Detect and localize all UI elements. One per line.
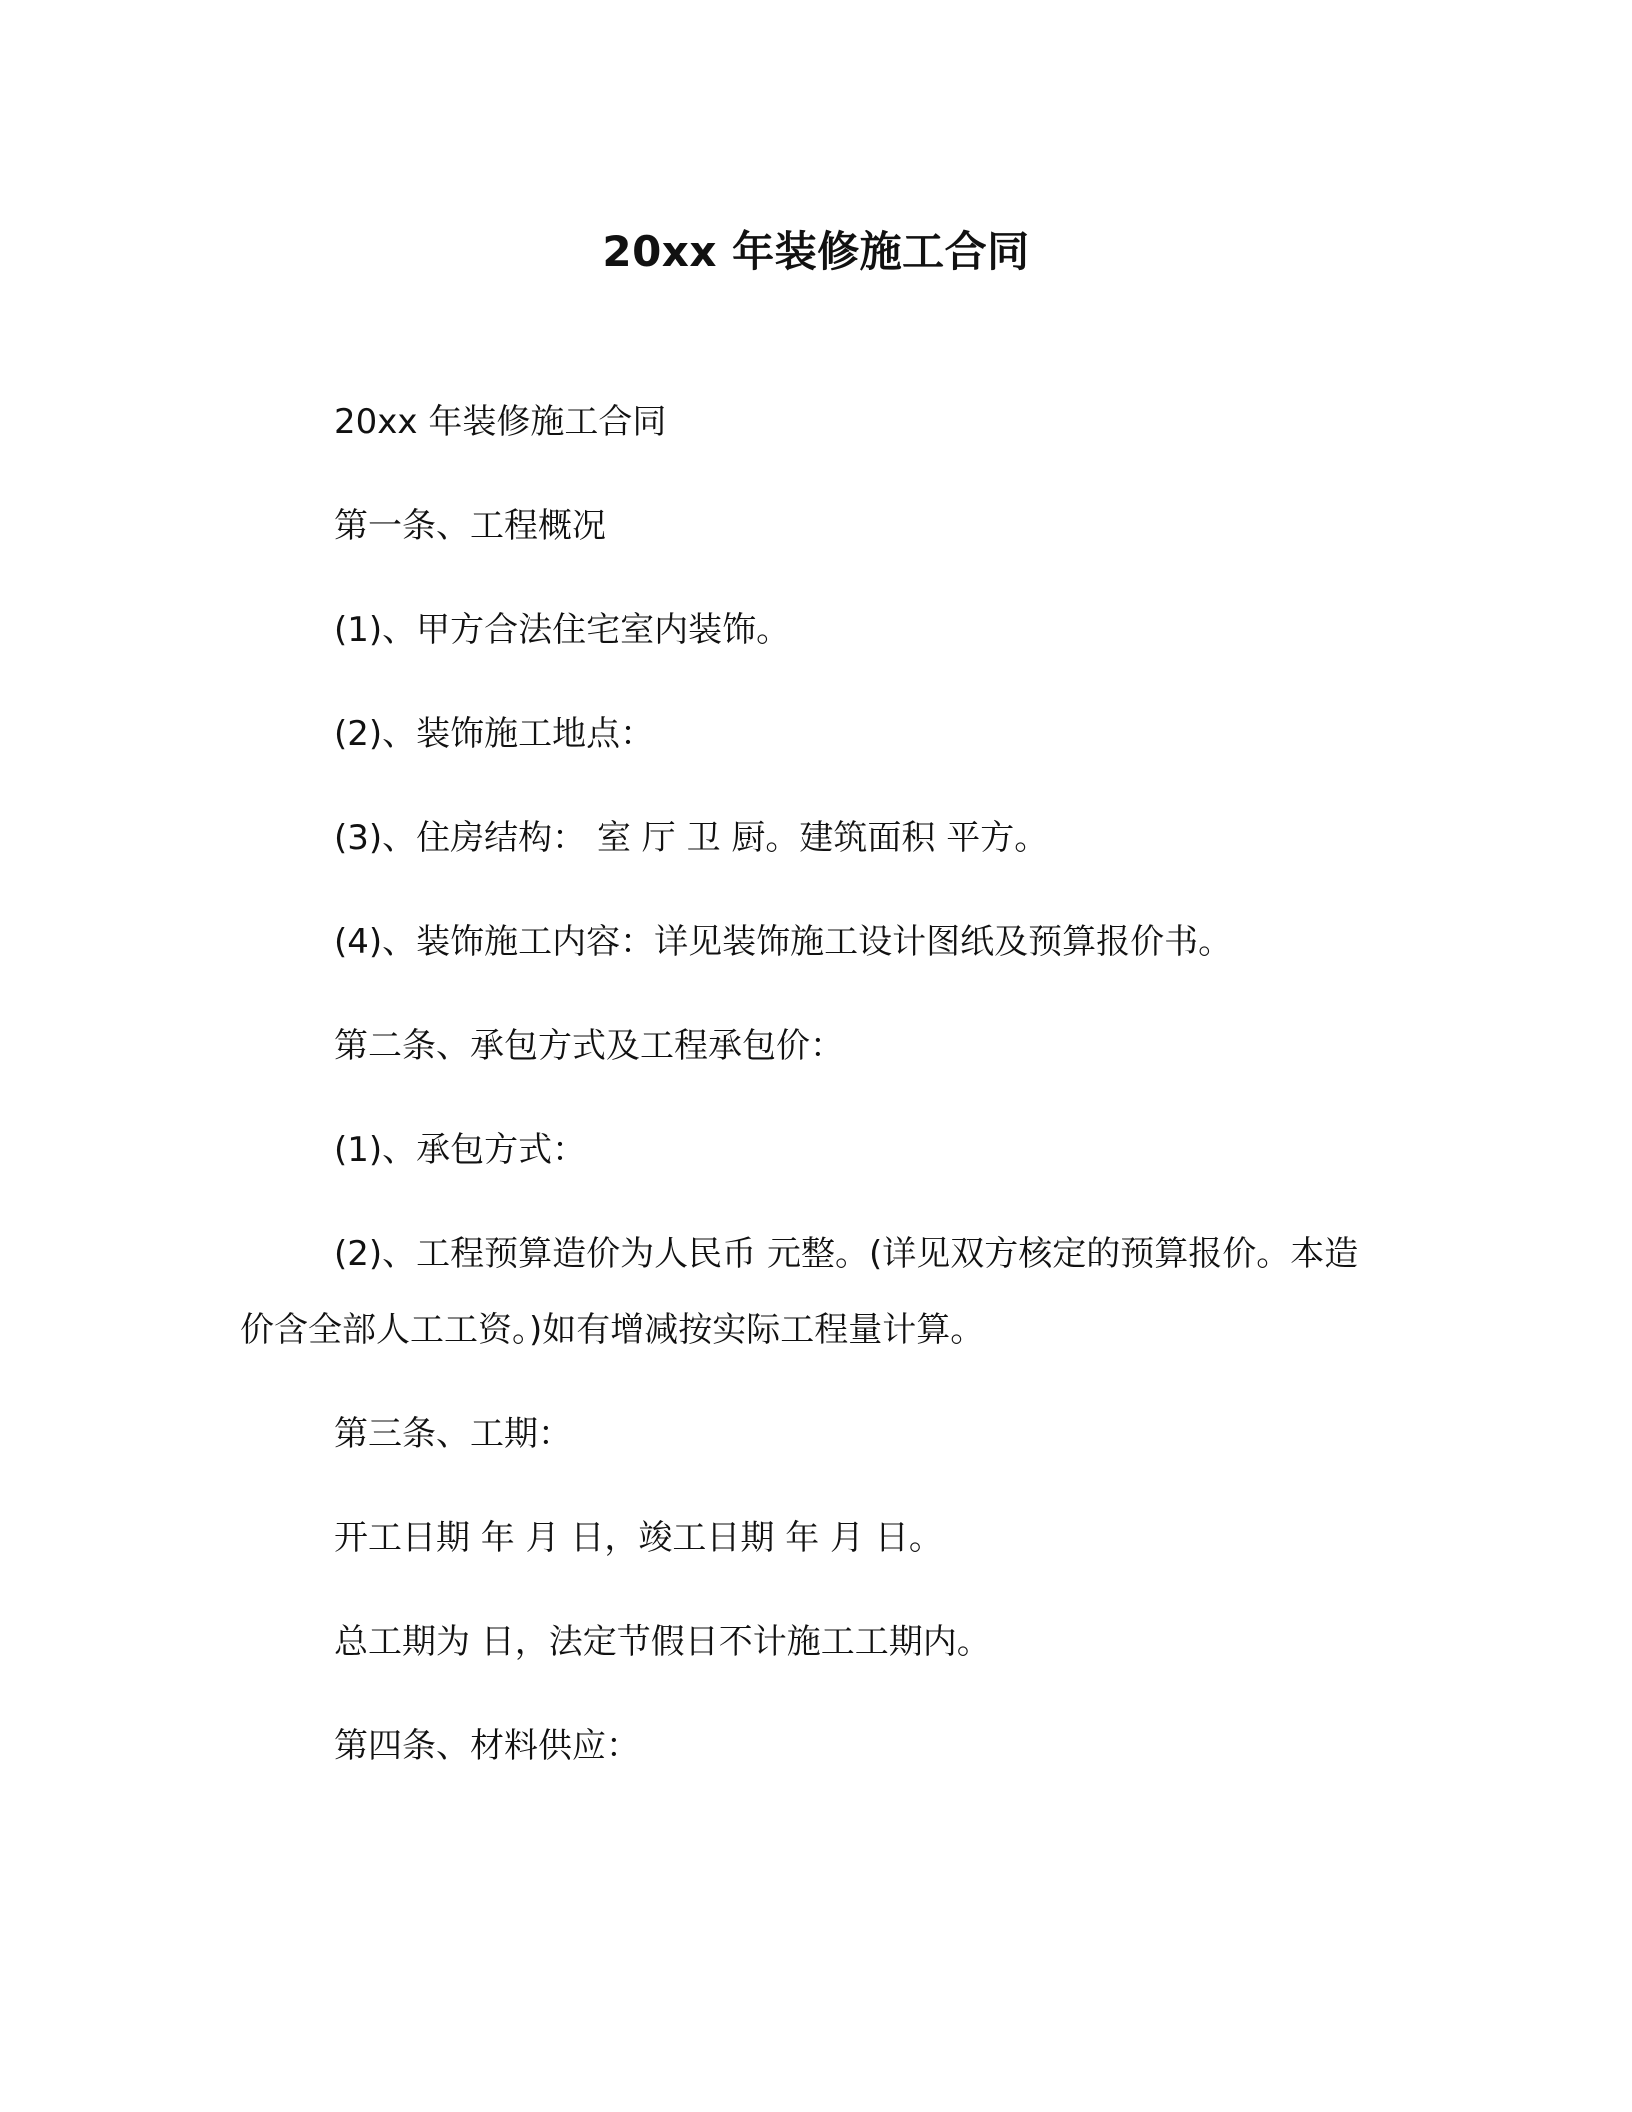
clause-3-duration: 总工期为 日，法定节假日不计施工工期内。 <box>334 1622 991 1662</box>
document-title: 20xx 年装修施工合同 <box>602 227 1030 276</box>
article-1-heading: 第一条、工程概况 <box>334 506 606 546</box>
clause-2-2: (2)、工程预算造价为人民币 元整。(详见双方核定的预算报价。本造价含全部人工工资。)如有增减按实际工程量计算。 <box>240 1234 1359 1350</box>
paragraph-heading: 20xx 年装修施工合同 <box>334 402 667 442</box>
clause-3-dates: 开工日期 年 月 日，竣工日期 年 月 日。 <box>334 1518 943 1558</box>
clause-2-1: (1)、承包方式： <box>334 1130 587 1170</box>
article-4-heading: 第四条、材料供应： <box>334 1726 640 1766</box>
article-3-heading: 第三条、工期： <box>334 1414 572 1454</box>
clause-1-3: (3)、住房结构： 室 厅 卫 厨。建筑面积 平方。 <box>334 818 1049 858</box>
article-2-heading: 第二条、承包方式及工程承包价： <box>334 1026 844 1066</box>
clause-1-2: (2)、装饰施工地点： <box>334 714 655 754</box>
clause-1-4: (4)、装饰施工内容：详见装饰施工设计图纸及预算报价书。 <box>334 922 1233 962</box>
clause-1-1: (1)、甲方合法住宅室内装饰。 <box>334 610 791 650</box>
